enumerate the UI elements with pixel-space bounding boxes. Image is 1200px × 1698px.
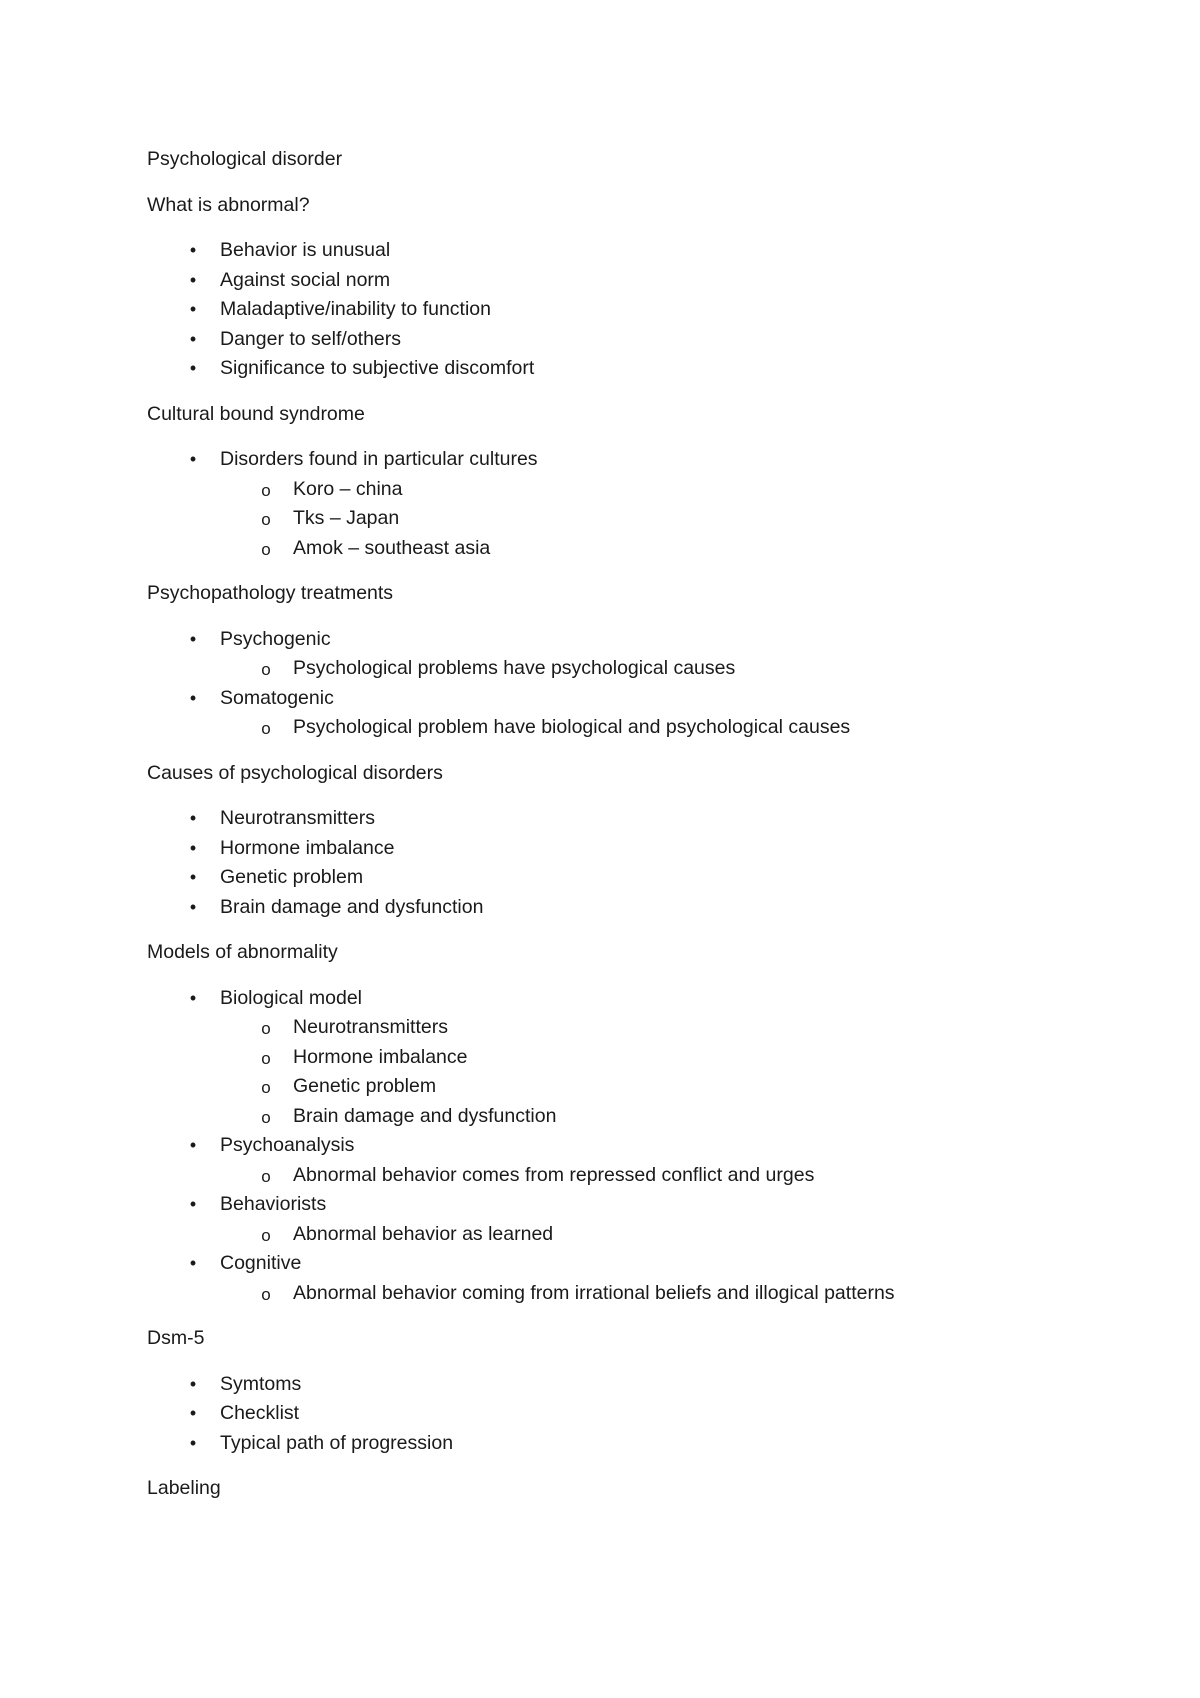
circle-bullet-icon: o (261, 1048, 271, 1068)
list-item-text: Disorders found in particular cultures (220, 448, 538, 470)
bullet-icon: • (189, 1253, 197, 1273)
sub-list-item (147, 1043, 1127, 1073)
sub-bullet-list (220, 475, 1127, 564)
sub-list-item-text: Koro – china (293, 477, 403, 500)
bullet-list (147, 984, 1127, 1309)
bullet-icon: • (189, 896, 197, 917)
bullet-icon: • (189, 328, 197, 349)
list-item (147, 1429, 1127, 1459)
sub-bullet-list (220, 1013, 1127, 1131)
list-item (147, 295, 1127, 325)
sub-list-item-text: Tks – Japan (293, 507, 400, 529)
list-item-text: Cognitive (220, 1252, 302, 1274)
list-item (147, 236, 1127, 266)
list-item (147, 625, 1127, 684)
list-item-text: Psychogenic (220, 627, 331, 650)
sub-list-item (147, 504, 1127, 534)
bullet-list (147, 1370, 1127, 1459)
list-item-text: Brain damage and dysfunction (220, 895, 484, 918)
circle-bullet-icon: o (261, 1019, 271, 1038)
bullet-icon: • (189, 808, 197, 828)
bullet-icon: • (189, 687, 197, 708)
circle-bullet-icon: o (261, 539, 271, 559)
list-item-text: Genetic problem (220, 866, 364, 888)
list-item (147, 984, 1127, 1132)
bullet-icon: • (189, 240, 197, 260)
sub-list-item-text: Abnormal behavior coming from irrational beliefs and illogical patterns (293, 1281, 895, 1304)
list-item-text: Behavior is unusual (220, 239, 391, 261)
bullet-icon: • (189, 1403, 197, 1423)
bullet-icon: • (189, 987, 197, 1008)
list-item (147, 893, 1127, 923)
sub-list-item (147, 1161, 1127, 1191)
circle-bullet-icon: o (261, 1284, 271, 1304)
sub-list-item-text: Psychological problems have psychological causes (293, 657, 736, 679)
list-item (147, 445, 1127, 563)
sub-list-item-text: Hormone imbalance (293, 1045, 468, 1068)
sub-list-item-text: Psychological problem have biological and psychological causes (293, 716, 851, 738)
list-item (147, 354, 1127, 384)
document-content (147, 145, 1127, 1520)
bullet-icon: • (189, 628, 197, 649)
bullet-list (147, 445, 1127, 563)
list-item-text: Hormone imbalance (220, 836, 395, 859)
bullet-icon: • (189, 1373, 197, 1394)
circle-bullet-icon: o (261, 510, 271, 529)
section-heading: Psychological disorder (147, 148, 343, 170)
sub-list-item (147, 1072, 1127, 1102)
list-item-text: Maladaptive/inability to function (220, 298, 491, 320)
list-item-text: Symtoms (220, 1372, 302, 1395)
bullet-list (147, 625, 1127, 743)
list-item (147, 804, 1127, 834)
bullet-icon: • (189, 1194, 197, 1214)
sub-list-item-text: Neurotransmitters (293, 1016, 448, 1038)
circle-bullet-icon: o (261, 1107, 271, 1127)
circle-bullet-icon: o (261, 1225, 271, 1245)
circle-bullet-icon: o (261, 480, 271, 500)
list-item-text: Biological model (220, 986, 362, 1009)
list-item (147, 1131, 1127, 1190)
section-heading: Cultural bound syndrome (147, 402, 365, 425)
list-item (147, 1399, 1127, 1429)
bullet-icon: • (189, 867, 197, 887)
bullet-icon: • (189, 1135, 197, 1155)
list-item (147, 266, 1127, 296)
list-item-text: Somatogenic (220, 686, 334, 709)
sub-list-item-text: Brain damage and dysfunction (293, 1104, 557, 1127)
list-item-text: Against social norm (220, 268, 391, 291)
section-heading: Models of abnormality (147, 941, 338, 963)
bullet-list (147, 804, 1127, 922)
sub-list-item (147, 1013, 1127, 1043)
section-heading: What is abnormal? (147, 193, 310, 216)
sub-bullet-list (220, 713, 1127, 743)
sub-list-item (147, 475, 1127, 505)
circle-bullet-icon: o (261, 1166, 271, 1186)
section-heading: Labeling (147, 1477, 221, 1499)
section-heading: Psychopathology treatments (147, 582, 394, 604)
sub-bullet-list (220, 654, 1127, 684)
bullet-icon: • (189, 299, 197, 319)
sub-list-item (147, 654, 1127, 684)
list-item (147, 684, 1127, 743)
list-item (147, 1190, 1127, 1249)
bullet-icon: • (189, 837, 197, 858)
bullet-icon: • (189, 269, 197, 290)
sub-list-item (147, 1102, 1127, 1132)
sub-list-item-text: Abnormal behavior as learned (293, 1222, 554, 1245)
list-item-text: Danger to self/others (220, 327, 402, 350)
section-heading: Dsm-5 (147, 1327, 205, 1349)
list-item-text: Psychoanalysis (220, 1134, 355, 1156)
list-item (147, 1370, 1127, 1400)
circle-bullet-icon: o (261, 1078, 271, 1097)
sub-bullet-list (220, 1161, 1127, 1191)
list-item (147, 863, 1127, 893)
list-item-text: Checklist (220, 1402, 300, 1424)
list-item (147, 834, 1127, 864)
sub-bullet-list (220, 1220, 1127, 1250)
circle-bullet-icon: o (261, 719, 271, 738)
sub-list-item-text: Genetic problem (293, 1075, 437, 1097)
sub-list-item (147, 534, 1127, 564)
list-item-text: Neurotransmitters (220, 807, 375, 829)
bullet-icon: • (189, 358, 197, 378)
list-item (147, 1249, 1127, 1308)
sub-list-item-text: Abnormal behavior comes from repressed conflict and urges (293, 1163, 815, 1186)
section-heading: Causes of psychological disorders (147, 761, 443, 784)
circle-bullet-icon: o (261, 660, 271, 679)
list-item (147, 325, 1127, 355)
bullet-list (147, 236, 1127, 384)
bullet-icon: • (189, 449, 197, 469)
list-item-text: Behaviorists (220, 1193, 327, 1215)
list-item-text: Typical path of progression (220, 1431, 454, 1454)
list-item-text: Significance to subjective discomfort (220, 357, 535, 379)
sub-list-item (147, 1279, 1127, 1309)
sub-list-item (147, 713, 1127, 743)
sub-bullet-list (220, 1279, 1127, 1309)
bullet-icon: • (189, 1432, 197, 1453)
sub-list-item-text: Amok – southeast asia (293, 536, 491, 559)
sub-list-item (147, 1220, 1127, 1250)
